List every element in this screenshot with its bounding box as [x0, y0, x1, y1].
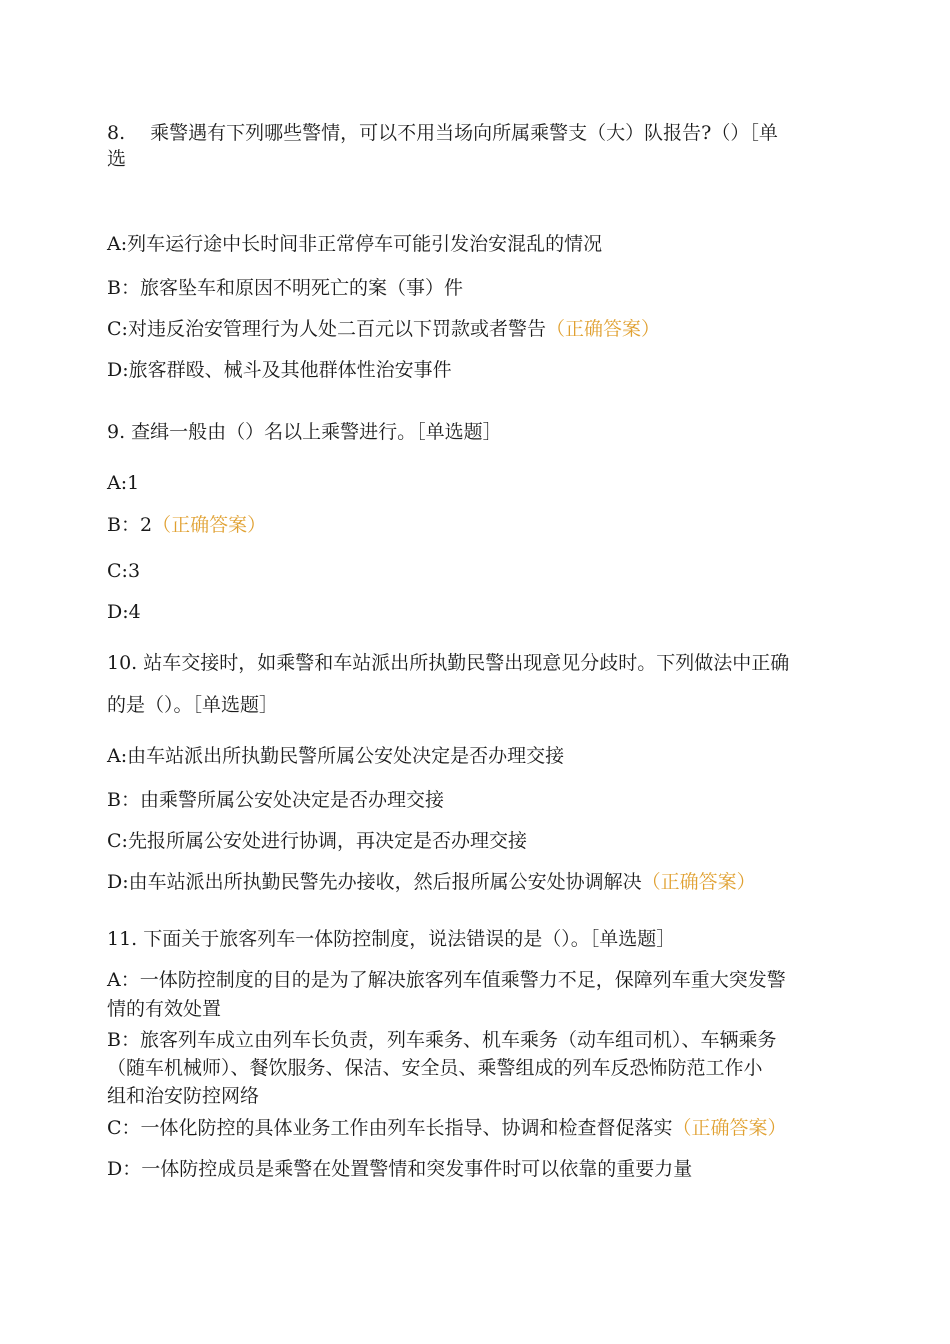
- question-11-option-d: D：一体防控成员是乘警在处置警情和突发事件时可以依靠的重要力量: [107, 1158, 693, 1180]
- question-11-option-a-line2: 情的有效处置: [107, 998, 222, 1020]
- question-11-option-b-line1: B：旅客列车成立由列车长负责，列车乘务、机车乘务（动车组司机）、车辆乘务: [107, 1029, 777, 1051]
- question-8-option-c: C:对违反治安管理行为人处二百元以下罚款或者警告（正确答案）: [107, 318, 660, 340]
- question-8-stem-line2: 选: [107, 148, 127, 170]
- question-8-option-a: A:列车运行途中长时间非正常停车可能引发治安混乱的情况: [107, 233, 603, 255]
- question-10-option-c: C:先报所属公安处进行协调，再决定是否办理交接: [107, 830, 527, 852]
- correct-answer-mark: （正确答案）: [152, 514, 267, 536]
- question-10-stem-line1: 10. 站车交接时，如乘警和车站派出所执勤民警出现意见分歧时。下列做法中正确: [107, 652, 790, 674]
- question-9-option-a: A:1: [107, 472, 140, 494]
- question-8-stem-line1: 8. 乘警遇有下列哪些警情，可以不用当场向所属乘警支（大）队报告?（）［单: [107, 122, 778, 144]
- correct-answer-mark: （正确答案）: [672, 1117, 787, 1139]
- question-11-option-a-line1: A：一体防控制度的目的是为了解决旅客列车值乘警力不足，保障列车重大突发警: [107, 969, 786, 991]
- correct-answer-mark: （正确答案）: [545, 318, 660, 340]
- question-11-option-b-line2: （随车机械师）、餐饮服务、保洁、安全员、乘警组成的列车反恐怖防范工作小: [107, 1057, 763, 1079]
- question-11-stem: 11. 下面关于旅客列车一体防控制度，说法错误的是（）。［单选题］: [107, 928, 676, 950]
- question-11-option-c: C：一体化防控的具体业务工作由列车长指导、协调和检查督促落实（正确答案）: [107, 1117, 787, 1139]
- correct-answer-mark: （正确答案）: [641, 871, 756, 893]
- question-9-option-b: B：2（正确答案）: [107, 514, 267, 536]
- question-11-option-b-line3: 组和治安防控网络: [107, 1085, 260, 1107]
- question-10-stem-line2: 的是（）。［单选题］: [107, 694, 279, 716]
- question-9-option-c: C:3: [107, 560, 141, 582]
- question-10-option-b: B：由乘警所属公安处决定是否办理交接: [107, 789, 444, 811]
- question-8-option-d: D:旅客群殴、械斗及其他群体性治安事件: [107, 359, 452, 381]
- question-9-stem: 9. 查缉一般由（）名以上乘警进行。［单选题］: [107, 421, 502, 443]
- question-9-option-d: D:4: [107, 601, 141, 623]
- question-10-option-d: D:由车站派出所执勤民警先办接收，然后报所属公安处协调解决（正确答案）: [107, 871, 756, 893]
- question-10-option-a: A:由车站派出所执勤民警所属公安处决定是否办理交接: [107, 745, 565, 767]
- question-8-option-b: B：旅客坠车和原因不明死亡的案（事）件: [107, 277, 463, 299]
